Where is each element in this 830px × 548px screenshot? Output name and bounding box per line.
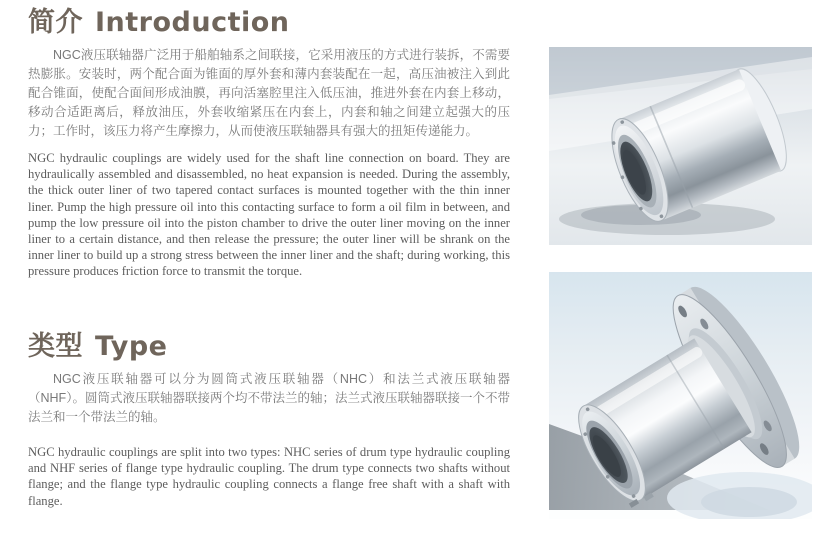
flange-coupling-render (549, 272, 812, 519)
type-heading-zh: 类型 (28, 331, 83, 362)
flange-coupling-image (549, 272, 812, 519)
introduction-paragraph-en: NGC hydraulic couplings are widely used for the shaft line connection on board. They are hydraulically assembled and disassembled, no heat expansion is needed. During the assembly, the thick outer liner of two tapered contact surfaces is mounted together with the thin inner liner. Pump the high pressure oil into this contacting surface to form a oil film in between, and pump the low pressure oil into the piston chamber to drive the outer liner moving on the inner liner to a certain distance, and then release the pressure; the outer liner will be shrank on the inner liner to build up a strong stress between the inner liner and the shaft; during working, this pressure produces friction force to transmit the torque. (28, 151, 510, 279)
section-heading-type (28, 324, 167, 363)
introduction-paragraph-zh: NGC液压联轴器广泛用于船舶轴系之间联接，它采用液压的方式进行装拆，不需要热膨胀。安装时，两个配合面为锥面的厚外套和薄内套装配在一起，高压油被注入到此配合锥面，使配合面间形成油膜，再向活塞腔里注入低压油，推进外套在内套上移动，移动合适距离后，释放油压，外套收缩紧压在内套上，内套和轴之间建立起强大的压力；工作时，该压力将产生摩擦力，从而使液压联轴器具有强大的扭矩传递能力。 (28, 48, 510, 138)
type-heading-en: Type (95, 331, 168, 362)
drum-coupling-image (549, 47, 812, 245)
introduction-heading-zh: 简介 (28, 7, 83, 38)
section-heading-introduction (28, 0, 290, 39)
type-paragraph-en: NGC hydraulic couplings are split into two types: NHC series of drum type hydraulic coupling and NHF series of flange type hydraulic coupling. The drum type connects two shafts without flange; and the flange type hydraulic coupling connects a flange free shaft with a shaft with flange. (28, 445, 510, 508)
drum-coupling-render (549, 47, 812, 245)
introduction-heading-en: Introduction (95, 7, 290, 38)
type-paragraph-zh: NGC液压联轴器可以分为圆筒式液压联轴器（NHC）和法兰式液压联轴器（NHF）。圆筒式液压联轴器联接两个均不带法兰的轴；法兰式液压联轴器联接一个不带法兰和一个带法兰的轴。 (28, 372, 510, 424)
